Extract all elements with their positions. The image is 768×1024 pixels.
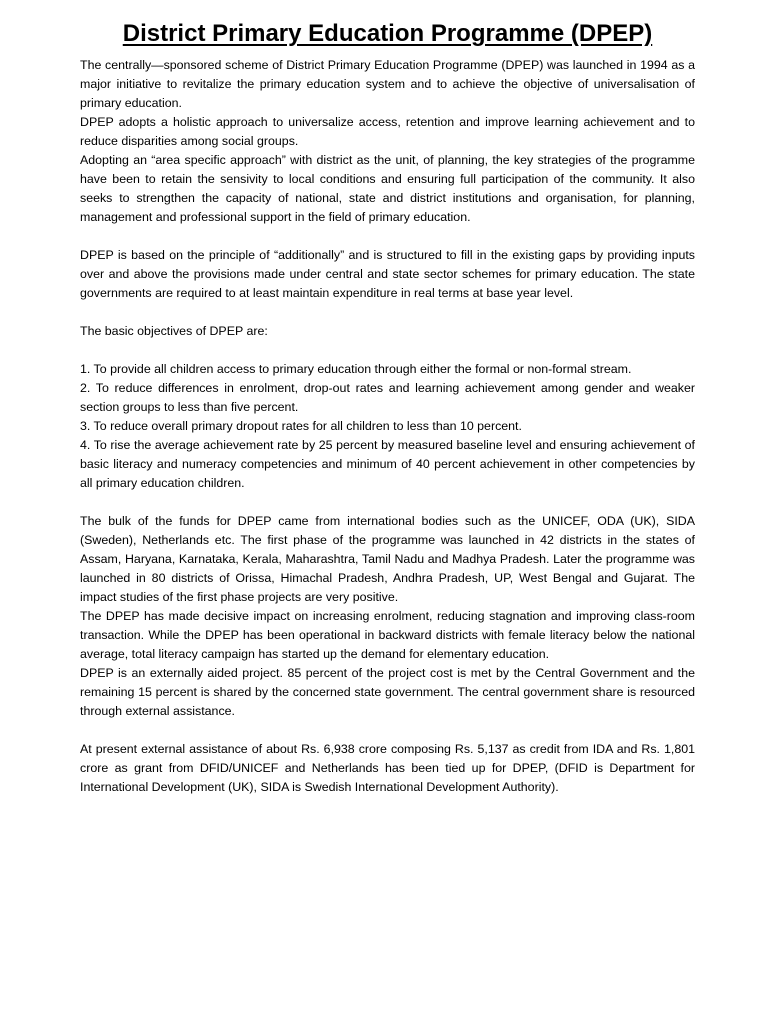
paragraph-approach: DPEP adopts a holistic approach to universalize access, retention and improve learning achievement and to reduce disparities among social groups. [80,115,695,148]
objective-item: 3. To reduce overall primary dropout rates for all children to less than 10 percent. [80,419,522,433]
paragraph-funds: The bulk of the funds for DPEP came from international bodies such as the UNICEF, ODA (UK), SIDA (Sweden), Netherlands etc. The first phase of the programme was launched in 42 districts in the states of Assam, Haryana, Karnataka, Kerala, Maharashtra, Tamil Nadu and Madhya Pradesh. Later the programme was launched in 80 districts of Orissa, Himachal Pradesh, Andhra Pradesh, UP, West Bengal and Gujarat. The impact studies of the first phase projects are very positive. [80,514,695,604]
objective-item: 2. To reduce differences in enrolment, drop-out rates and learning achievement among gender and weaker section groups to less than five percent. [80,381,695,414]
paragraph-intro: The centrally—sponsored scheme of District Primary Education Programme (DPEP) was launched in 1994 as a major initiative to revitalize the primary education system and to achieve the objective of universalisation of primary education. [80,58,695,110]
spacer [80,721,695,740]
objective-item: 4. To rise the average achievement rate by 25 percent by measured baseline level and ensuring achievement of basic literacy and numeracy competencies and minimum of 40 percent achievement in other competencies by all primary education children. [80,438,695,490]
paragraph-aided: DPEP is an externally aided project. 85 percent of the project cost is met by the Central Government and the remaining 15 percent is shared by the concerned state government. The central government share is resourced through external assistance. [80,666,695,718]
spacer [80,493,695,512]
spacer [80,303,695,322]
objective-item: 1. To provide all children access to primary education through either the formal or non-formal stream. [80,362,632,376]
paragraph-area-specific: Adopting an “area specific approach” with district as the unit, of planning, the key strategies of the programme have been to retain the sensivity to local conditions and ensuring full participation of the community. It also seeks to strengthen the capacity of national, state and district institutions and organisation, for planning, management and professional support in the field of primary education. [80,153,695,224]
objectives-heading: The basic objectives of DPEP are: [80,324,268,338]
paragraph-assistance: At present external assistance of about Rs. 6,938 crore composing Rs. 5,137 as credit from IDA and Rs. 1,801 crore as grant from DFID/UNICEF and Netherlands has been tied up for DPEP, (DFID is Department for International Development (UK), SIDA is Swedish International Development Authority). [80,742,695,794]
paragraph-impact: The DPEP has made decisive impact on increasing enrolment, reducing stagnation and improving class-room transaction. While the DPEP has been operational in backward districts with female literacy below the national average, total literacy campaign has started up the demand for elementary education. [80,609,695,661]
spacer [80,341,695,360]
spacer [80,227,695,246]
paragraph-principle: DPEP is based on the principle of “additionally” and is structured to fill in the existing gaps by providing inputs over and above the provisions made under central and state sector schemes for primary education. The state governments are required to at least maintain expenditure in real terms at base year level. [80,248,695,300]
page-title: District Primary Education Programme (DPEP) [122,20,653,47]
